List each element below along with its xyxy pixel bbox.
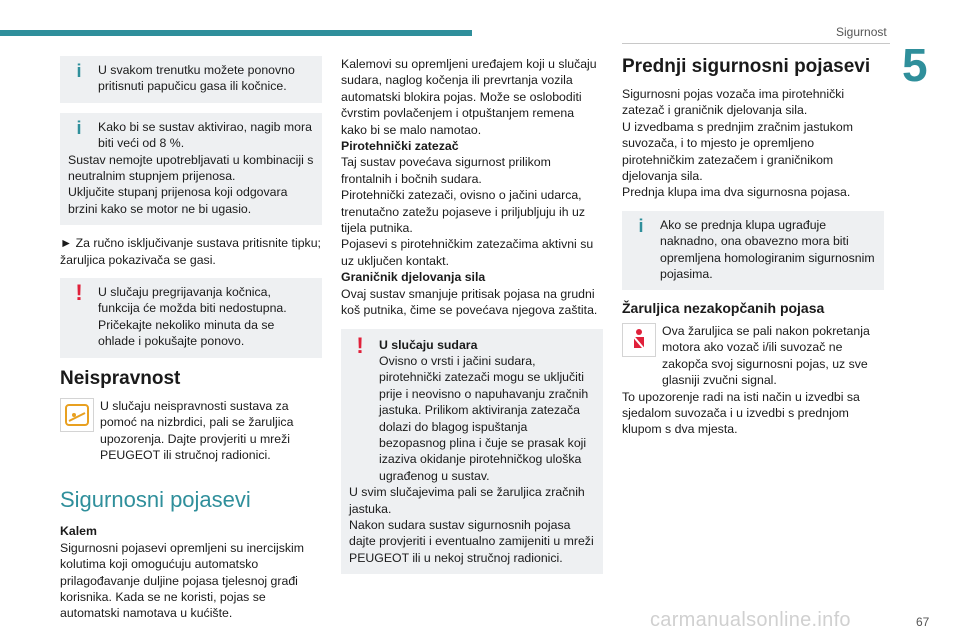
info-note-text: Kako bi se sustav aktivirao, nagib mora biti veći od 8 %. [98,119,312,151]
reel-text: Sigurnosni pojasevi opremljeni su inercijskim kolutima koji omogućuju automatsko prilagođavanje duljine pojasa tjelesnoj građi korisnika. Kada se ne koristi, pojas se automatski namotava u kućište. [60,540,304,621]
warning-note [341,329,603,575]
limiter-heading: Graničnik djelovanja sila [341,270,486,285]
warning-note-text: Ovisno o vrsti i jačini sudara, pirotehnički zatezači mogu se uključiti prije i neovisno o napuhavanju zračnih jastuka. Prilikom aktiviranja zatezača dolazi do blagog ispuštanja bezopasnog plina i čuje se prasak koji izaziva okidanje pirotehničkog uloška ugrađenog u sustav. [379,353,589,483]
front-belts-heading: Prednji sigurnosni pojasevi [622,56,871,77]
info-note-text: U svakom trenutku možete ponovno pritisnuti papučicu gasa ili kočnice. [98,63,295,94]
warning-note [60,278,322,358]
column-right [622,56,884,448]
warning-title: U slučaju sudara [379,337,478,352]
hill-descent-warning-icon [60,398,94,432]
warning-note-text: Nakon sudara sustav sigurnosnih pojasa dajte provjeriti i eventualno zamijeniti u mreži PEUGEOT ili u nekoj stručnoj radionici. [349,517,594,565]
info-note [60,56,322,103]
watermark: carmanualsonline.info [650,609,851,631]
header-accent-bar [0,30,472,36]
unbuckled-lamp-text: To upozorenje radi na isti način u izvedbi sa sjedalom suvozača i u izvedbi s prednjom klupom s dva mjesta. [622,389,860,437]
info-icon: i [76,117,82,138]
unbuckled-lamp-heading: Žaruljica nezakopčanih pojasa [622,300,825,317]
reel-lock-text: Kalemovi su opremljeni uređajem koji u slučaju sudara, naglog kočenja ili prevrtanja vozila automatski blokira pojas. Može se osloboditi čvrstim povlačenjem i otpuštanjem remena kako bi se malo namotao. [341,57,597,137]
info-note-text: Uključite stupanj prijenosa koji odgovara brzini kako se motor ne bi ugasio. [68,185,288,216]
warning-note-text: U slučaju pregrijavanja kočnica, funkcija će možda biti nedostupna. Pričekajte nekoliko minuta da se ohlade i pokušajte ponovo. [98,285,287,349]
pyro-text: Pirotehnički zatezači, ovisno o jačini udarca, trenutačno zatežu pojaseve i priljubljuju ih uz tijela putnika. [341,188,586,236]
column-left [60,56,322,632]
seatbelt-warning-icon [622,323,656,357]
fault-text: U slučaju neispravnosti sustava za pomoć na nizbrdici, pali se žaruljica upozorenja. Dajte provjeriti u mreži PEUGEOT ili stručnoj radionici. [100,398,294,462]
reel-heading: Kalem [60,524,97,539]
front-belts-text: Prednja klupa ima dva sigurnosna pojasa. [622,185,851,200]
fault-block [60,398,322,474]
pyro-heading: Pirotehnički zatezač [341,139,459,154]
warning-note-text: U svim slučajevima pali se žaruljica zračnih jastuka. [349,485,585,516]
unbuckled-lamp-text: Ova žaruljica se pali nakon pokretanja motora ako vozač i/ili suvozač ne zakopča svoj sigurnosni pojas, uz sve glasniji zvučni signal. [662,323,870,388]
info-note-text: Ako se prednja klupa ugrađuje naknadno, ona obavezno mora biti opremljena homologiranim sigurnosnim pojasima. [660,217,875,282]
page-number: 67 [916,615,930,629]
chapter-number: 5 [902,39,928,91]
section-title: Sigurnost [836,25,887,39]
front-belts-text: U izvedbama s prednjim zračnim jastukom suvozača, i to mjesto je opremljeno pirotehničkim zatezačem i graničnikom djelovanja sila. [622,119,853,184]
front-belts-text: Sigurnosni pojas vozača ima pirotehnički zatezač i graničnik djelovanja sila. [622,87,845,118]
unbuckled-lamp-block [622,323,884,389]
warning-icon: ! [356,332,364,358]
warning-icon: ! [75,280,83,306]
limiter-text: Ovaj sustav smanjuje pritisak pojasa na grudni koš putnika, čime se povećava njegova zaštita. [341,286,598,318]
info-icon: i [76,61,82,81]
header-divider [622,43,890,44]
info-note-text: Sustav nemojte upotrebljavati u kombinaciji s neutralnim stupnjem prijenosa. [68,152,314,184]
info-icon: i [638,215,644,236]
info-note [60,113,322,225]
manual-off-instruction: ► Za ručno isključivanje sustava pritisnite tipku; žaruljica pokazivača se gasi. [60,236,321,267]
belts-heading: Sigurnosni pojasevi [60,487,251,513]
info-note [622,211,884,291]
fault-heading: Neispravnost [60,367,181,389]
column-middle [341,56,603,584]
pyro-text: Taj sustav povećava sigurnost prilikom frontalnih i bočnih sudara. [341,155,551,186]
pyro-text: Pojasevi s pirotehničkim zatezačima aktivni su uz uključen kontakt. [341,237,594,268]
